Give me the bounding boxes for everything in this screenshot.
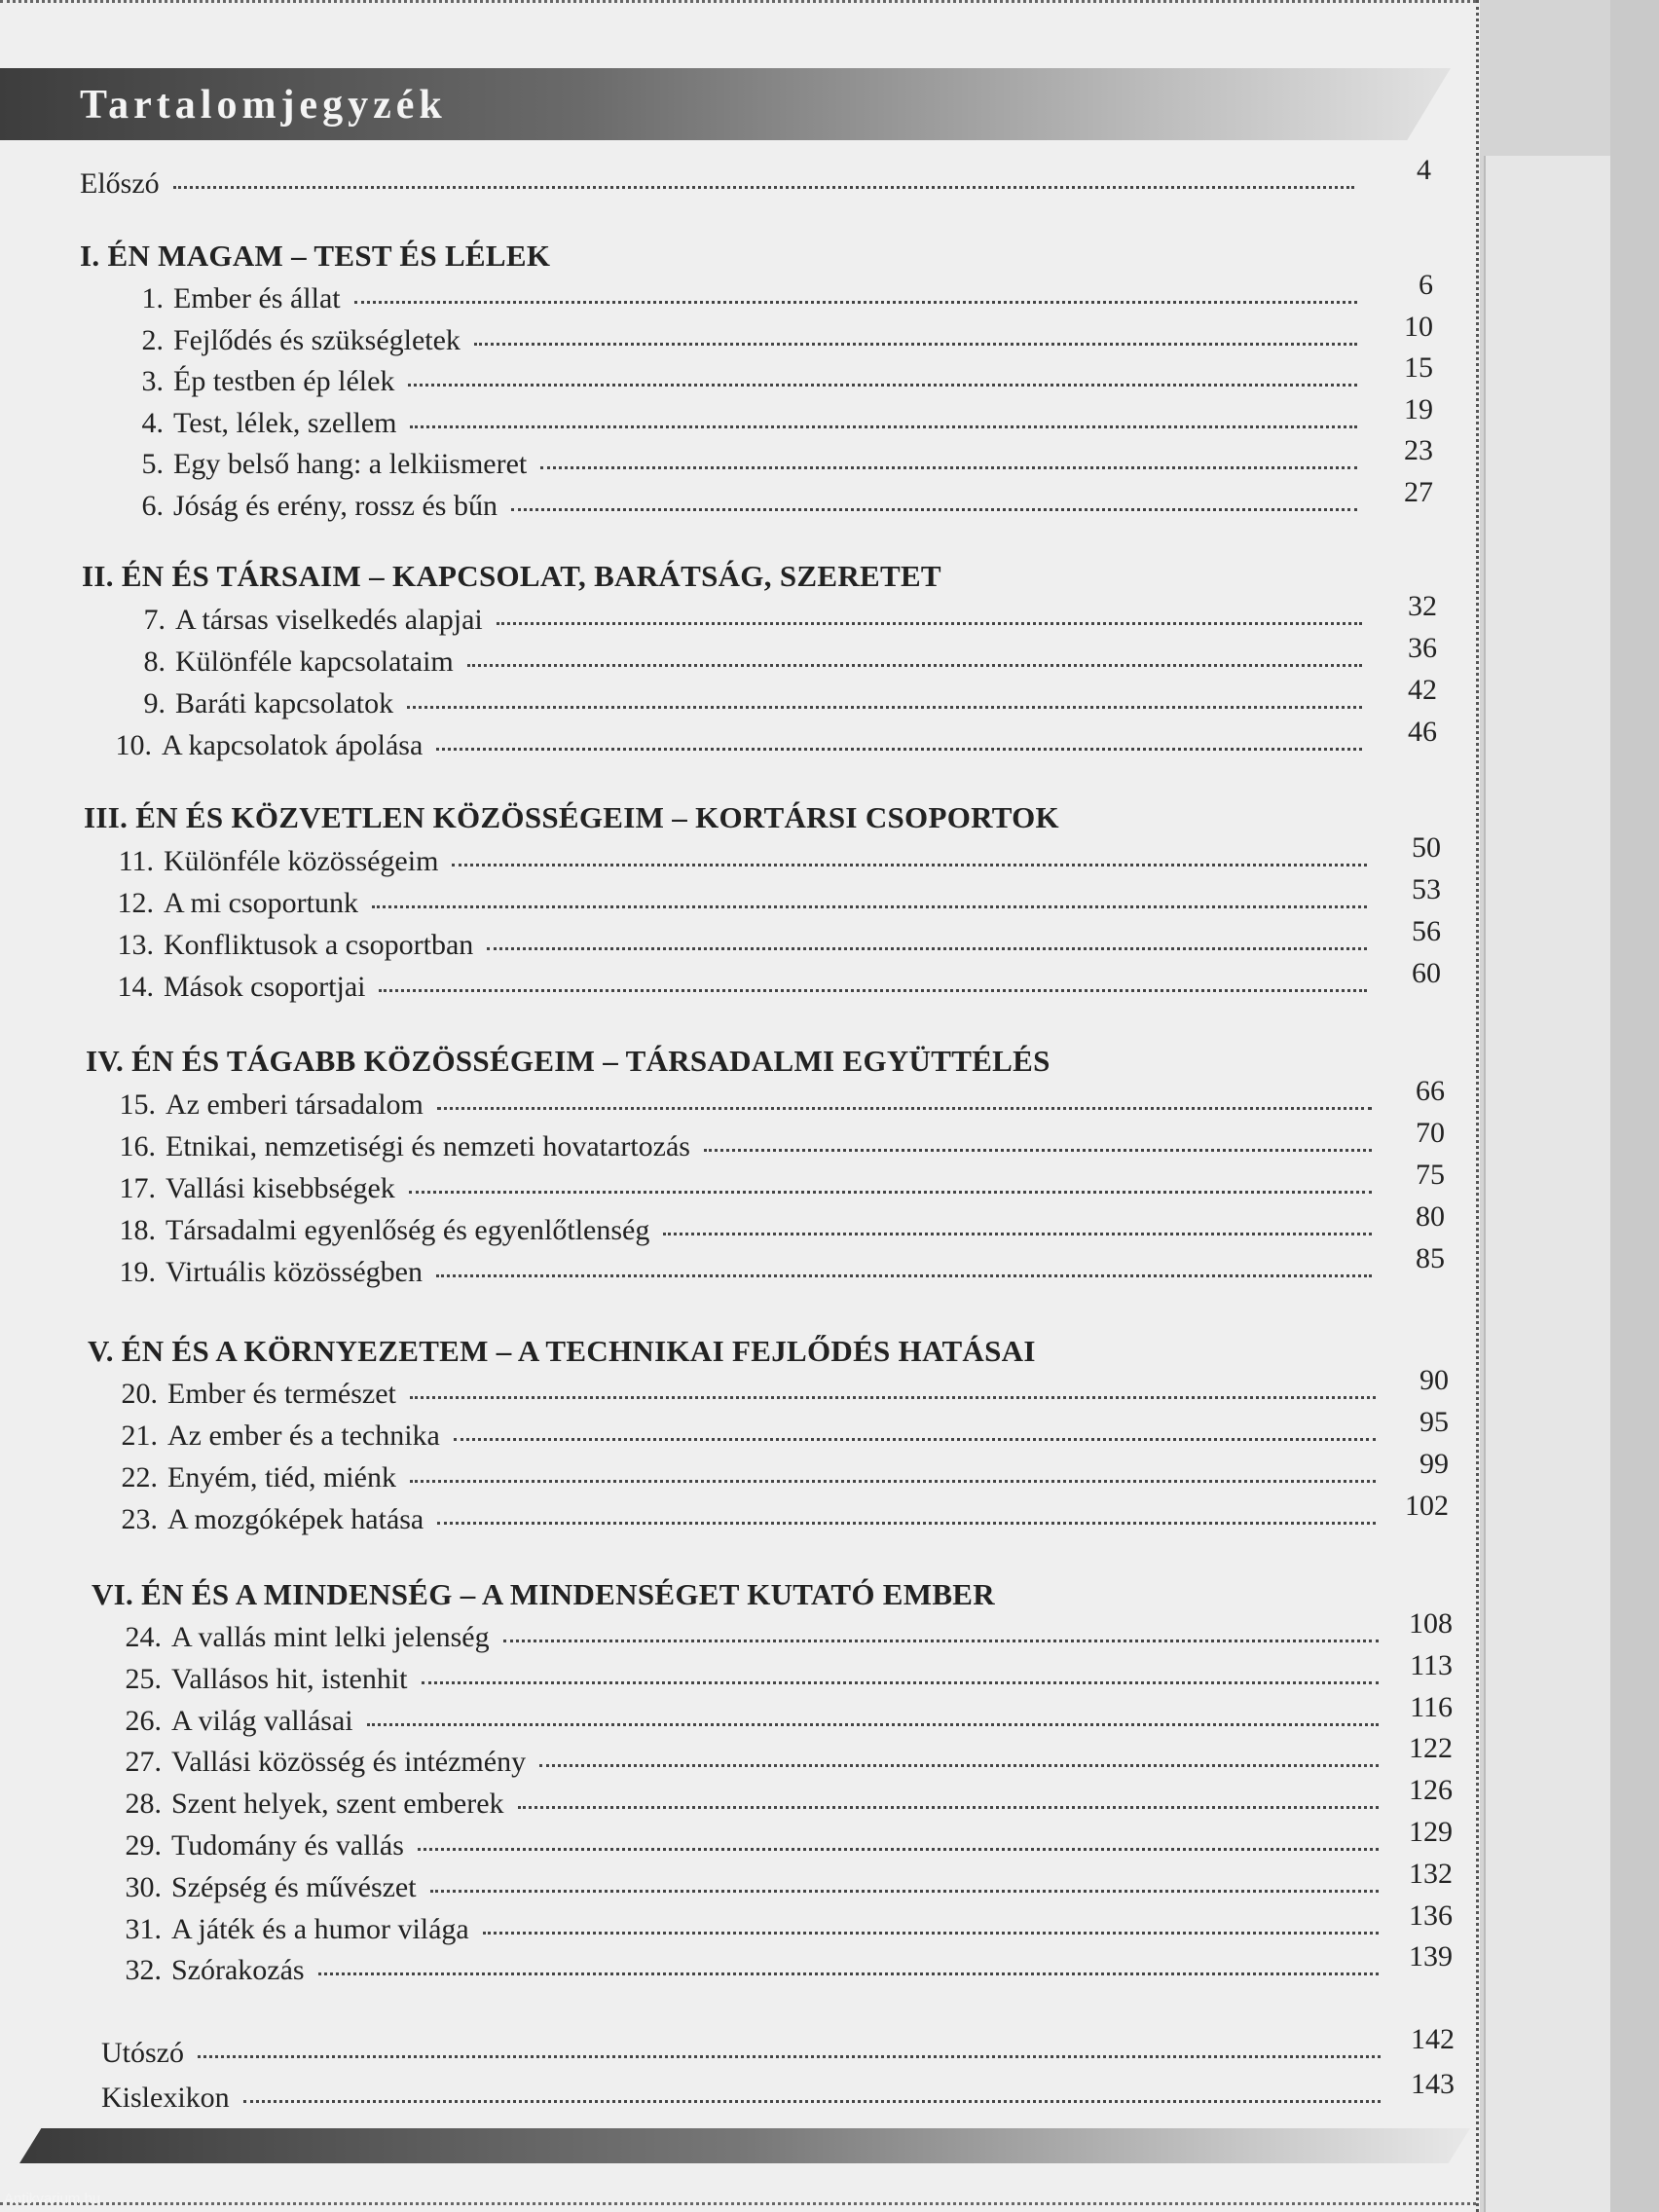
toc-item: [119, 1214, 1385, 1247]
toc-item: [117, 887, 1381, 920]
toc-item: [117, 845, 1381, 878]
toc-leader-dots: [198, 2054, 1381, 2058]
toc-item: [125, 1954, 1392, 1987]
toc-item-page: 56: [1412, 915, 1441, 947]
toc-item-label: A világ vallásai: [171, 1705, 353, 1737]
toc-section-heading: V. ÉN ÉS A KÖRNYEZETEM – A TECHNIKAI FEJLŐDÉS HATÁSAI: [88, 1334, 1036, 1368]
toc-item-label: Különféle kapcsolataim: [175, 645, 454, 678]
toc-item-page: 15: [1404, 351, 1433, 384]
toc-section-heading: VI. ÉN ÉS A MINDENSÉG – A MINDENSÉGET KUTATÓ EMBER: [92, 1577, 995, 1611]
toc-item-page: 10: [1404, 311, 1433, 343]
toc-item-number: 11.: [118, 845, 154, 877]
bottom-bar: [19, 2128, 1470, 2163]
toc-item-number: 1.: [141, 282, 164, 314]
toc-item-number: 21.: [121, 1419, 158, 1452]
toc-leader-dots: [540, 465, 1357, 469]
toc-item-page: 99: [1419, 1448, 1449, 1480]
toc-item-label: A mozgóképek hatása: [167, 1503, 424, 1535]
toc-leader-dots: [430, 1889, 1379, 1893]
toc-item-page: 70: [1416, 1117, 1445, 1149]
toc-item-label: Szent helyek, szent emberek: [171, 1788, 504, 1820]
toc-leader-dots: [367, 1722, 1379, 1726]
toc-item: [119, 1130, 1385, 1163]
toc-leader-dots: [497, 621, 1362, 625]
toc-item-label: A játék és a humor világa: [171, 1913, 469, 1945]
toc-item-number: 3.: [141, 365, 164, 397]
toc-item: [129, 645, 1376, 679]
toc-item-page: 6: [1419, 269, 1433, 301]
toc-item-label: Vallási kisebbségek: [166, 1172, 395, 1204]
toc-item: [127, 407, 1371, 440]
toc-item-number: 5.: [141, 448, 164, 480]
toc-item-label: A mi csoportunk: [164, 887, 358, 919]
toc-leader-dots: [354, 300, 1357, 304]
toc-item-page: 113: [1410, 1649, 1453, 1681]
toc-item-number: 23.: [121, 1503, 158, 1535]
toc-item: [127, 448, 1371, 481]
toc-item-page: 116: [1410, 1691, 1453, 1723]
toc-item-label: Fejlődés és szükségletek: [173, 324, 461, 356]
toc-item-label: Enyém, tiéd, miénk: [167, 1461, 396, 1493]
toc-item-label: Az ember és a technika: [167, 1419, 440, 1452]
toc-item-number: 6.: [141, 490, 164, 522]
toc-item: [127, 324, 1371, 357]
toc-section-heading: II. ÉN ÉS TÁRSAIM – KAPCSOLAT, BARÁTSÁG, SZERETET: [82, 559, 941, 593]
toc-item-page: 132: [1409, 1858, 1453, 1890]
toc-leader-dots: [318, 1972, 1379, 1975]
toc-glossary: [101, 2082, 1394, 2115]
toc-item-label: Tudomány és vallás: [171, 1829, 404, 1862]
toc-item: [121, 1503, 1389, 1536]
toc-item: [127, 365, 1371, 398]
toc-item-page: 136: [1409, 1899, 1453, 1932]
toc-item-page: 80: [1416, 1200, 1445, 1233]
background-edge: [1610, 0, 1659, 2212]
toc-item-label: Különféle közösségeim: [164, 845, 439, 877]
toc-item-label: Virtuális közösségben: [166, 1256, 423, 1288]
toc-item: [125, 1829, 1392, 1862]
toc-item-number: 12.: [117, 887, 154, 919]
toc-item-label: A kapcsolatok ápolása: [162, 729, 424, 761]
toc-item: [117, 929, 1381, 962]
page-edge-dots: [1476, 0, 1483, 2212]
toc-item-label: Ember és természet: [167, 1378, 396, 1410]
toc-leader-dots: [409, 1190, 1372, 1194]
toc-leader-dots: [372, 904, 1367, 908]
toc-leader-dots: [436, 1273, 1372, 1277]
toc-item-page: 50: [1412, 831, 1441, 864]
toc-leader-dots: [410, 1395, 1376, 1399]
toc-item-number: 13.: [117, 929, 154, 961]
toc-item: [115, 729, 1376, 762]
toc-leader-dots: [410, 424, 1357, 428]
toc-leader-dots: [379, 988, 1367, 992]
watermark: Antikvarium.hu: [4, 2191, 101, 2207]
toc-leader-dots: [487, 946, 1367, 950]
toc-item-number: 30.: [125, 1871, 162, 1903]
toc-item-number: 22.: [121, 1461, 158, 1493]
toc-item: [125, 1788, 1392, 1821]
toc-item: [125, 1871, 1392, 1904]
toc-item-page: 95: [1419, 1406, 1449, 1438]
toc-item-page: 143: [1411, 2068, 1455, 2100]
toc-item-label: Baráti kapcsolatok: [175, 687, 394, 719]
toc-leader-dots: [503, 1639, 1379, 1642]
toc-item-label: Ép testben ép lélek: [173, 365, 395, 397]
toc-item: [117, 971, 1381, 1004]
toc-leader-dots: [467, 663, 1362, 667]
toc-leader-dots: [410, 1479, 1376, 1483]
toc-leader-dots: [422, 1680, 1380, 1684]
toc-item-number: 26.: [125, 1705, 162, 1737]
toc-leader-dots: [243, 2099, 1381, 2103]
toc-item-number: 17.: [119, 1172, 156, 1204]
back-sheet: [1484, 156, 1612, 2212]
toc-item-page: 108: [1409, 1607, 1453, 1640]
toc-item-label: Szépség és művészet: [171, 1871, 417, 1903]
toc-item-page: 66: [1416, 1075, 1445, 1107]
toc-item-page: 27: [1404, 476, 1433, 508]
toc-item-number: 14.: [117, 971, 154, 1003]
toc-item-page: 36: [1408, 632, 1437, 664]
toc-item-number: 27.: [125, 1746, 162, 1778]
toc-section-heading: IV. ÉN ÉS TÁGABB KÖZÖSSÉGEIM – TÁRSADALMI EGYÜTTÉLÉS: [86, 1044, 1051, 1078]
toc-item-number: 10.: [115, 729, 152, 761]
toc-leader-dots: [704, 1148, 1372, 1152]
toc-item-label: Utószó: [101, 2037, 184, 2069]
toc-leader-dots: [483, 1931, 1379, 1935]
toc-item-label: A vallás mint lelki jelenség: [171, 1621, 490, 1653]
toc-section-heading: III. ÉN ÉS KÖZVETLEN KÖZÖSSÉGEIM – KORTÁRSI CSOPORTOK: [84, 800, 1059, 834]
top-edge-dots: [0, 0, 1476, 7]
toc-afterword: [101, 2037, 1394, 2070]
toc-item-label: Test, lélek, szellem: [173, 407, 397, 439]
toc-item-page: 142: [1411, 2023, 1455, 2055]
toc-item-page: 19: [1404, 393, 1433, 425]
toc-item-number: 8.: [143, 645, 166, 678]
toc-item-number: 7.: [143, 604, 166, 636]
toc-item: [125, 1913, 1392, 1946]
toc-item-page: 102: [1405, 1490, 1449, 1522]
toc-item-number: 24.: [125, 1621, 162, 1653]
toc-item-page: 60: [1412, 957, 1441, 989]
toc-item-number: 20.: [121, 1378, 158, 1410]
toc-item: [121, 1461, 1389, 1494]
toc-leader-dots: [437, 1521, 1376, 1525]
toc-item-page: 122: [1409, 1732, 1453, 1764]
toc-item-page: 75: [1416, 1159, 1445, 1191]
toc-item-page: 129: [1409, 1816, 1453, 1848]
toc-leader-dots: [511, 507, 1357, 511]
toc-item-label: Társadalmi egyenlőség és egyenlőtlenség: [166, 1214, 650, 1246]
toc-item: [125, 1705, 1392, 1738]
toc-item-label: Konfliktusok a csoportban: [164, 929, 474, 961]
toc-item-label: Vallási közösség és intézmény: [171, 1746, 527, 1778]
toc-item-label: Etnikai, nemzetiségi és nemzeti hovatartozás: [166, 1130, 690, 1162]
toc-item-label: Mások csoportjai: [164, 971, 366, 1003]
toc-item: [119, 1256, 1385, 1289]
toc-item-number: 18.: [119, 1214, 156, 1246]
toc-item: [119, 1088, 1385, 1122]
toc-item: [127, 282, 1371, 315]
toc-item: [121, 1378, 1389, 1411]
toc-item-number: 19.: [119, 1256, 156, 1288]
page-title: Tartalomjegyzék: [80, 83, 447, 128]
toc-item: [119, 1172, 1385, 1205]
toc-item-number: 16.: [119, 1130, 156, 1162]
toc-item-label: Jóság és erény, rossz és bűn: [173, 490, 498, 522]
toc-item-page: 32: [1408, 590, 1437, 622]
toc-item-number: 25.: [125, 1663, 162, 1695]
toc-leader-dots: [407, 705, 1362, 709]
toc-leader-dots: [663, 1232, 1372, 1235]
toc-item-number: 31.: [125, 1913, 162, 1945]
toc-item: [125, 1663, 1392, 1696]
toc-section-heading: I. ÉN MAGAM – TEST ÉS LÉLEK: [80, 239, 551, 273]
toc-leader-dots: [452, 863, 1367, 866]
toc-item-page: 46: [1408, 716, 1437, 748]
toc-leader-dots: [454, 1437, 1376, 1441]
toc-leader-dots: [539, 1763, 1379, 1767]
toc-item: [127, 490, 1371, 523]
toc-item-page: 139: [1409, 1940, 1453, 1972]
toc-item-number: 15.: [119, 1088, 156, 1121]
toc-item-page: 53: [1412, 873, 1441, 905]
bottom-edge-dots: [0, 2202, 1476, 2209]
toc-item: [121, 1419, 1389, 1453]
toc-preface: [80, 167, 1368, 201]
toc-item: [125, 1621, 1392, 1654]
toc-item-label: Ember és állat: [173, 282, 341, 314]
toc-item-label: Előszó: [80, 167, 160, 200]
toc-leader-dots: [173, 185, 1354, 189]
toc-item-label: Az emberi társadalom: [166, 1088, 424, 1121]
toc-item-label: A társas viselkedés alapjai: [175, 604, 483, 636]
toc-item-page: 126: [1409, 1774, 1453, 1806]
toc-leader-dots: [436, 747, 1362, 751]
toc-item-number: 2.: [141, 324, 164, 356]
toc-item-number: 29.: [125, 1829, 162, 1862]
toc-item-label: Vallásos hit, istenhit: [171, 1663, 408, 1695]
toc-item-page: 90: [1419, 1364, 1449, 1396]
toc-leader-dots: [408, 383, 1357, 387]
toc-leader-dots: [437, 1106, 1372, 1110]
toc-leader-dots: [518, 1805, 1379, 1809]
toc-leader-dots: [418, 1847, 1379, 1851]
toc-item: [125, 1746, 1392, 1779]
toc-item-number: 28.: [125, 1788, 162, 1820]
toc-item-page: 4: [1417, 154, 1431, 186]
toc-item-page: 23: [1404, 434, 1433, 466]
toc-item-number: 32.: [125, 1954, 162, 1986]
toc-item-number: 9.: [143, 687, 166, 719]
toc-item-page: 42: [1408, 674, 1437, 706]
toc-item-label: Egy belső hang: a lelkiismeret: [173, 448, 528, 480]
toc-leader-dots: [474, 342, 1357, 346]
toc-item-page: 85: [1416, 1242, 1445, 1274]
toc-item-label: Szórakozás: [171, 1954, 305, 1986]
toc-item-label: Kislexikon: [101, 2082, 230, 2114]
toc-item: [129, 604, 1376, 637]
toc-item-number: 4.: [141, 407, 164, 439]
toc-item: [129, 687, 1376, 720]
